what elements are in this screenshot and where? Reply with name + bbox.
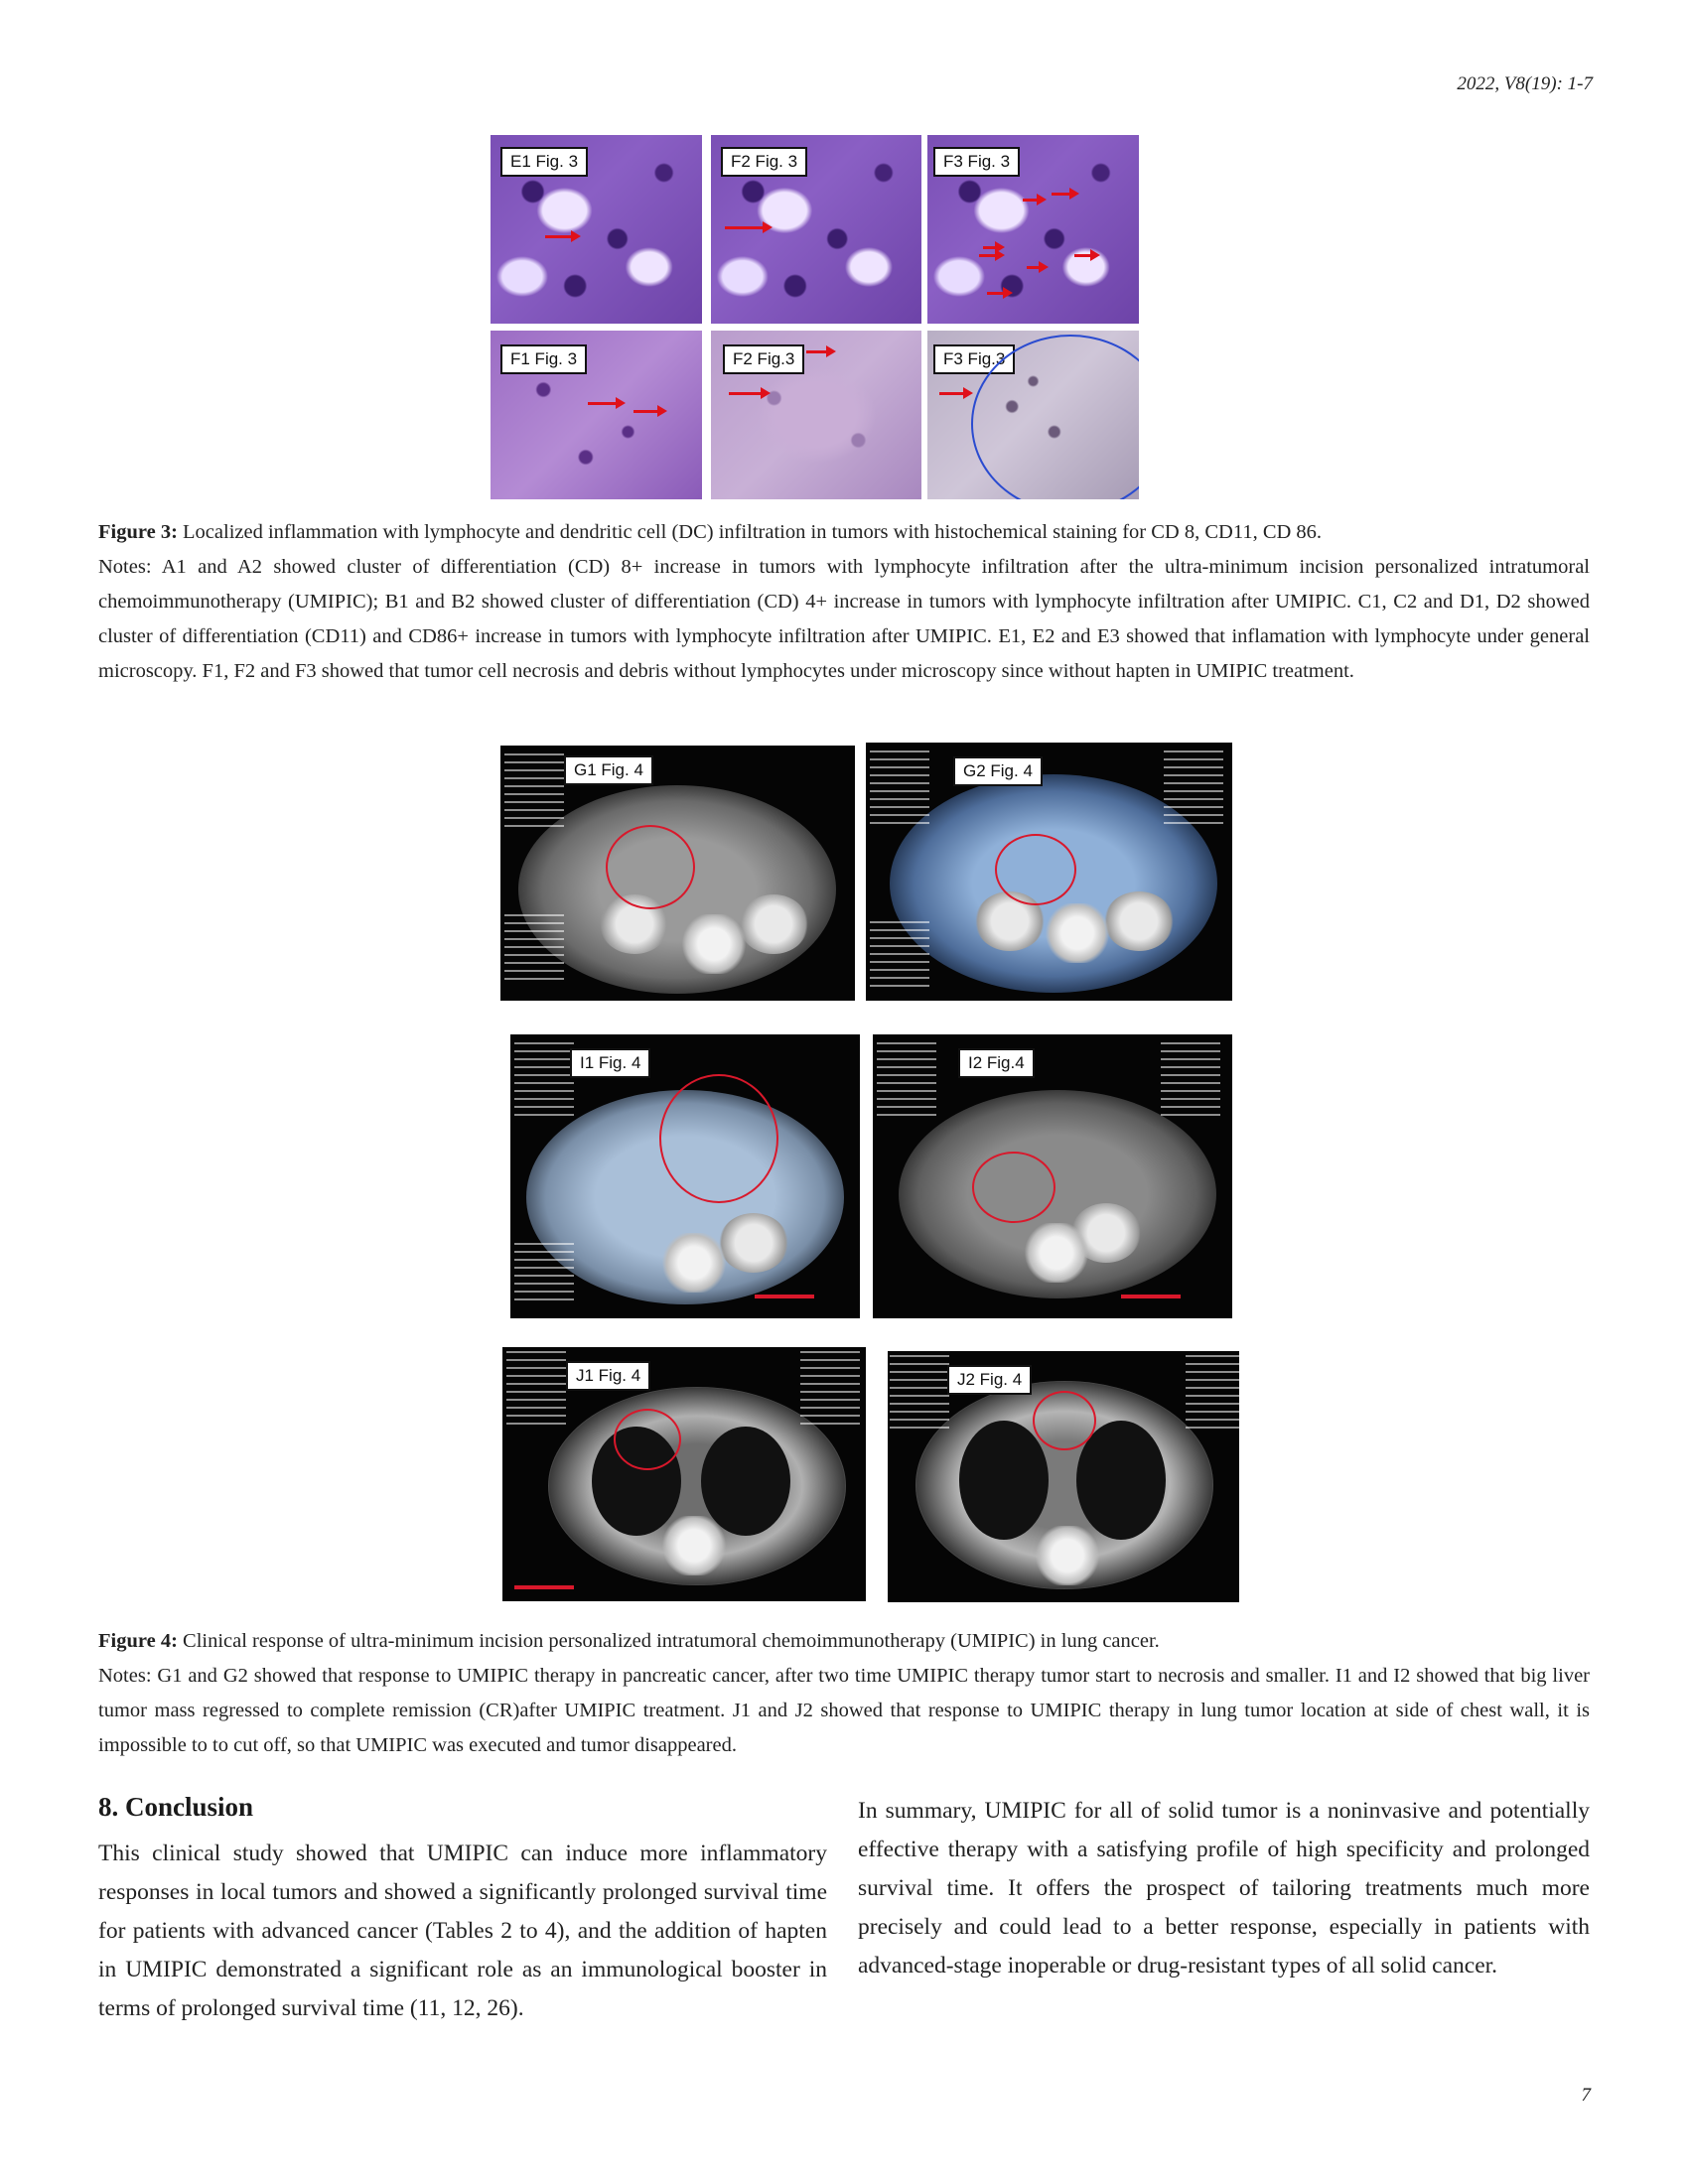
- figure4-panel-i2: [873, 1034, 1232, 1318]
- red-arrow-icon: [588, 402, 618, 405]
- scan-metadata: [504, 753, 564, 833]
- tumor-circle-annotation: [995, 834, 1076, 905]
- red-arrow-icon: [1074, 254, 1092, 257]
- ct-spine: [679, 914, 749, 974]
- tumor-circle-annotation: [614, 1409, 681, 1470]
- red-arrow-icon: [979, 254, 997, 257]
- figure3-notes: Notes: A1 and A2 showed cluster of differentiation (CD) 8+ increase in tumors with lymphocyte infiltration after the ultra-minimum incision personalized intratumoral chemoimmunotherapy (UMIPIC); B1 and B2 showed cluster of differentiation (CD) 4+ increase in tumors with lymphocyte infiltration after UMIPIC. C1, C2 and D1, D2 showed cluster of differentiation (CD11) and CD86+ increase in tumors with lymphocyte infiltration after UMIPIC. E1, E2 and E3 showed that inflamation with lymphocyte under general microscopy. F1, F2 and F3 showed that tumor cell necrosis and debris without lymphocytes under microscopy since without hapten in UMIPIC treatment.: [98, 556, 1590, 682]
- ct-kidney: [1104, 891, 1174, 951]
- scan-metadata: [514, 1042, 574, 1122]
- figure3-panel-f3-top: [927, 135, 1139, 324]
- scan-metadata: [504, 914, 564, 984]
- figure4-panel-j2: [888, 1351, 1239, 1602]
- red-arrow-icon: [806, 350, 828, 353]
- figure3-panel-f1: [491, 331, 702, 499]
- scan-metadata: [506, 1351, 566, 1431]
- scan-metadata: [1161, 1042, 1220, 1122]
- figure3-panel-f2-bottom: [711, 331, 921, 499]
- ct-kidney: [739, 894, 808, 954]
- scan-metadata: [877, 1042, 936, 1122]
- tumor-circle-annotation: [606, 825, 695, 909]
- figure4-panel-j1: [502, 1347, 866, 1601]
- tumor-circle-annotation: [659, 1074, 778, 1203]
- conclusion-right-paragraph: In summary, UMIPIC for all of solid tumor is a noninvasive and potentially effective therapy with a satisfying profile of high specificity and prolonged survival time. It offers the prospect of tailoring treatments much more precisely and could lead to a better response, especially in patients with advanced-stage inoperable or drug-resistant types of all solid cancer.: [858, 1798, 1590, 1979]
- ct-spine: [1022, 1223, 1091, 1283]
- ct-spine: [1033, 1526, 1102, 1585]
- panel-label: E1 Fig. 3: [500, 147, 588, 177]
- scan-metadata: [800, 1351, 860, 1431]
- conclusion-left-paragraph: This clinical study showed that UMIPIC can induce more inflammatory responses in local tumors and showed a significantly prolonged survival time for patients with advanced cancer (Tables 2 to 4), and the addition of hapten in UMIPIC demonstrated a significant role as an immunological booster in terms of prolonged survival time (11, 12, 26).: [98, 1841, 827, 2021]
- panel-label: F2 Fig.3: [723, 344, 804, 374]
- panel-label: F3 Fig.3: [933, 344, 1015, 374]
- figure4-caption: [98, 1624, 1590, 1659]
- journal-reference: 2022, V8(19): 1-7: [1457, 73, 1593, 94]
- tumor-circle-annotation: [1033, 1391, 1096, 1450]
- red-arrow-icon: [939, 392, 965, 395]
- panel-label: F3 Fig. 3: [933, 147, 1020, 177]
- ct-lung: [959, 1421, 1049, 1540]
- ct-spine: [659, 1233, 729, 1293]
- red-arrow-icon: [545, 235, 573, 238]
- red-arrow-icon: [729, 392, 763, 395]
- ct-spine: [1043, 903, 1112, 963]
- figure4-panel-i1: [510, 1034, 860, 1318]
- scan-metadata: [870, 921, 929, 991]
- panel-label: G2 Fig. 4: [953, 756, 1043, 786]
- figure3-caption-text: Localized inflammation with lymphocyte and dendritic cell (DC) infiltration in tumors with histochemical staining for CD 8, CD11, CD 86.: [183, 521, 1323, 543]
- red-arrow-icon: [1023, 199, 1039, 202]
- panel-label: J1 Fig. 4: [566, 1361, 650, 1391]
- panel-label: F1 Fig. 3: [500, 344, 587, 374]
- ct-spine: [659, 1516, 729, 1575]
- red-arrow-icon: [1027, 266, 1041, 269]
- red-arrow-icon: [725, 226, 765, 229]
- panel-label: J2 Fig. 4: [947, 1365, 1032, 1395]
- panel-label: G1 Fig. 4: [564, 755, 653, 785]
- figure3-caption: [98, 515, 1590, 550]
- panel-label: I1 Fig. 4: [570, 1048, 650, 1078]
- red-arrow-icon: [987, 292, 1005, 295]
- scan-metadata: [890, 1355, 949, 1434]
- figure4-notes: Notes: G1 and G2 showed that response to UMIPIC therapy in pancreatic cancer, after two time UMIPIC therapy tumor start to necrosis and smaller. I1 and I2 showed that big liver tumor mass regressed to complete remission (CR)after UMIPIC treatment. J1 and J2 showed that response to UMIPIC therapy in lung tumor location at side of chest wall, it is impossible to to cut off, so that UMIPIC was executed and tumor disappeared.: [98, 1665, 1590, 1756]
- figure4-caption-title: Figure 4:: [98, 1630, 178, 1652]
- figure4-panel-g2: [866, 743, 1232, 1001]
- figure3-panel-f2-top: [711, 135, 921, 324]
- panel-label: F2 Fig. 3: [721, 147, 807, 177]
- figure3-panel-f3-bottom: [927, 331, 1139, 499]
- figure3-caption-title: Figure 3:: [98, 521, 178, 543]
- page-number: 7: [1581, 2085, 1591, 2106]
- red-arrow-icon: [1052, 193, 1071, 196]
- ct-kidney: [719, 1213, 788, 1273]
- scan-metadata: [1186, 1355, 1239, 1434]
- figure4-panel-g1: [500, 746, 855, 1001]
- scan-metadata: [514, 1243, 574, 1302]
- figure4-caption-text: Clinical response of ultra-minimum incision personalized intratumoral chemoimmunotherapy (UMIPIC) in lung cancer.: [183, 1630, 1160, 1652]
- panel-label: I2 Fig.4: [958, 1048, 1035, 1078]
- scale-bar: [755, 1295, 814, 1298]
- scan-metadata: [870, 751, 929, 830]
- figure3-panel-e1: [491, 135, 702, 324]
- scale-bar: [514, 1585, 574, 1589]
- scan-metadata: [1164, 751, 1223, 830]
- scale-bar: [1121, 1295, 1181, 1298]
- red-arrow-icon: [633, 410, 659, 413]
- section-heading: 8. Conclusion: [98, 1792, 254, 1822]
- tumor-circle-annotation: [972, 1152, 1055, 1223]
